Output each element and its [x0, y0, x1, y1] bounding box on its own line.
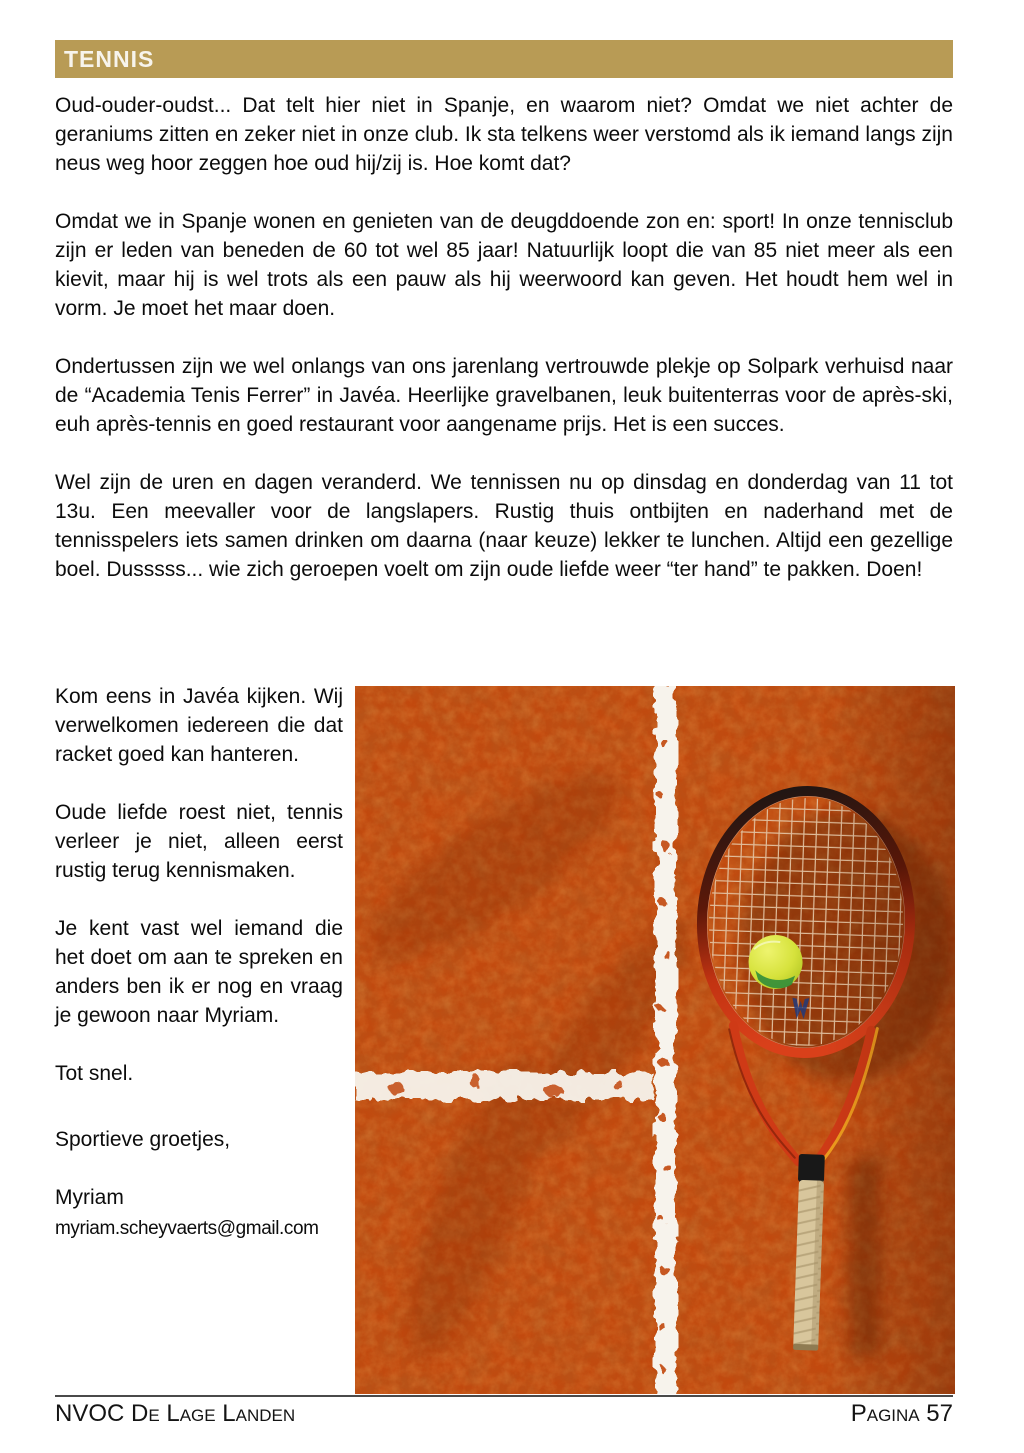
article-paragraph: Je kent vast wel iemand die het doet om aan te spreken en anders ben ik er nog en vraag je gewoon naar Myriam. — [55, 917, 343, 1027]
page-footer — [55, 1400, 953, 1428]
tennis-court-photo — [355, 686, 955, 1394]
signature-email: myriam.scheyvaerts@gmail.com — [55, 1218, 319, 1239]
article-paragraph: Oude liefde roest niet, tennis verleer je niet, alleen eerst rustig terug kennismaken. — [55, 801, 343, 882]
article-paragraph: Oud-ouder-oudst... Dat telt hier niet in Spanje, en waarom niet? Omdat we niet achter de geraniums zitten en zeker niet in onze club. Ik sta telkens weer verstomd als ik iemand langs zijn neus weg hoor zeggen hoe oud hij/zij is. Hoe komt dat? — [55, 94, 953, 175]
article-paragraph: Ondertussen zijn we wel onlangs van ons jarenlang vertrouwde plekje op Solpark verhuisd naar de “Academia Tenis Ferrer” in Javéa. Heerlijke gravelbanen, leuk buitenterras voor de après-ski, euh après-tennis en goed restaurant voor aangename prijs. Het is een succes. — [55, 355, 953, 436]
article-body — [55, 91, 953, 613]
footer-page-number: Pagina 57 — [850, 1400, 953, 1427]
article-left-column — [55, 682, 343, 1272]
footer-publication-name: NVOC De Lage Landen — [55, 1400, 296, 1427]
section-header-banner — [55, 40, 953, 78]
section-title: TENNIS — [64, 45, 155, 72]
signature-name: Myriam — [55, 1186, 124, 1209]
article-paragraph: Wel zijn de uren en dagen veranderd. We tennissen nu op dinsdag en donderdag van 11 tot 13u. Een meevaller voor de langslapers. Rustig thuis ontbijten en naderhand met de tennisspelers iets samen drinken om daarna (naar keuze) lekker te lunchen. Altijd een gezellige boel. Dusssss... wie zich geroepen voelt om zijn oude liefde weer “ter hand” te pakken. Doen! — [55, 471, 953, 581]
article-paragraph: Omdat we in Spanje wonen en genieten van de deugddoende zon en: sport! In onze tennisclub zijn er leden van beneden de 60 tot wel 85 jaar! Natuurlijk loopt die van 85 niet meer als een kievit, maar hij is wel trots als een pauw als hij weerwoord kan geven. Het houdt hem wel in vorm. Je moet het maar doen. — [55, 210, 953, 320]
footer-divider — [55, 1395, 953, 1397]
article-paragraph: Kom eens in Javéa kijken. Wij verwelkomen iedereen die dat racket goed kan hanteren. — [55, 685, 343, 766]
closing-line: Tot snel. — [55, 1062, 134, 1085]
signoff-line: Sportieve groetjes, — [55, 1128, 231, 1151]
